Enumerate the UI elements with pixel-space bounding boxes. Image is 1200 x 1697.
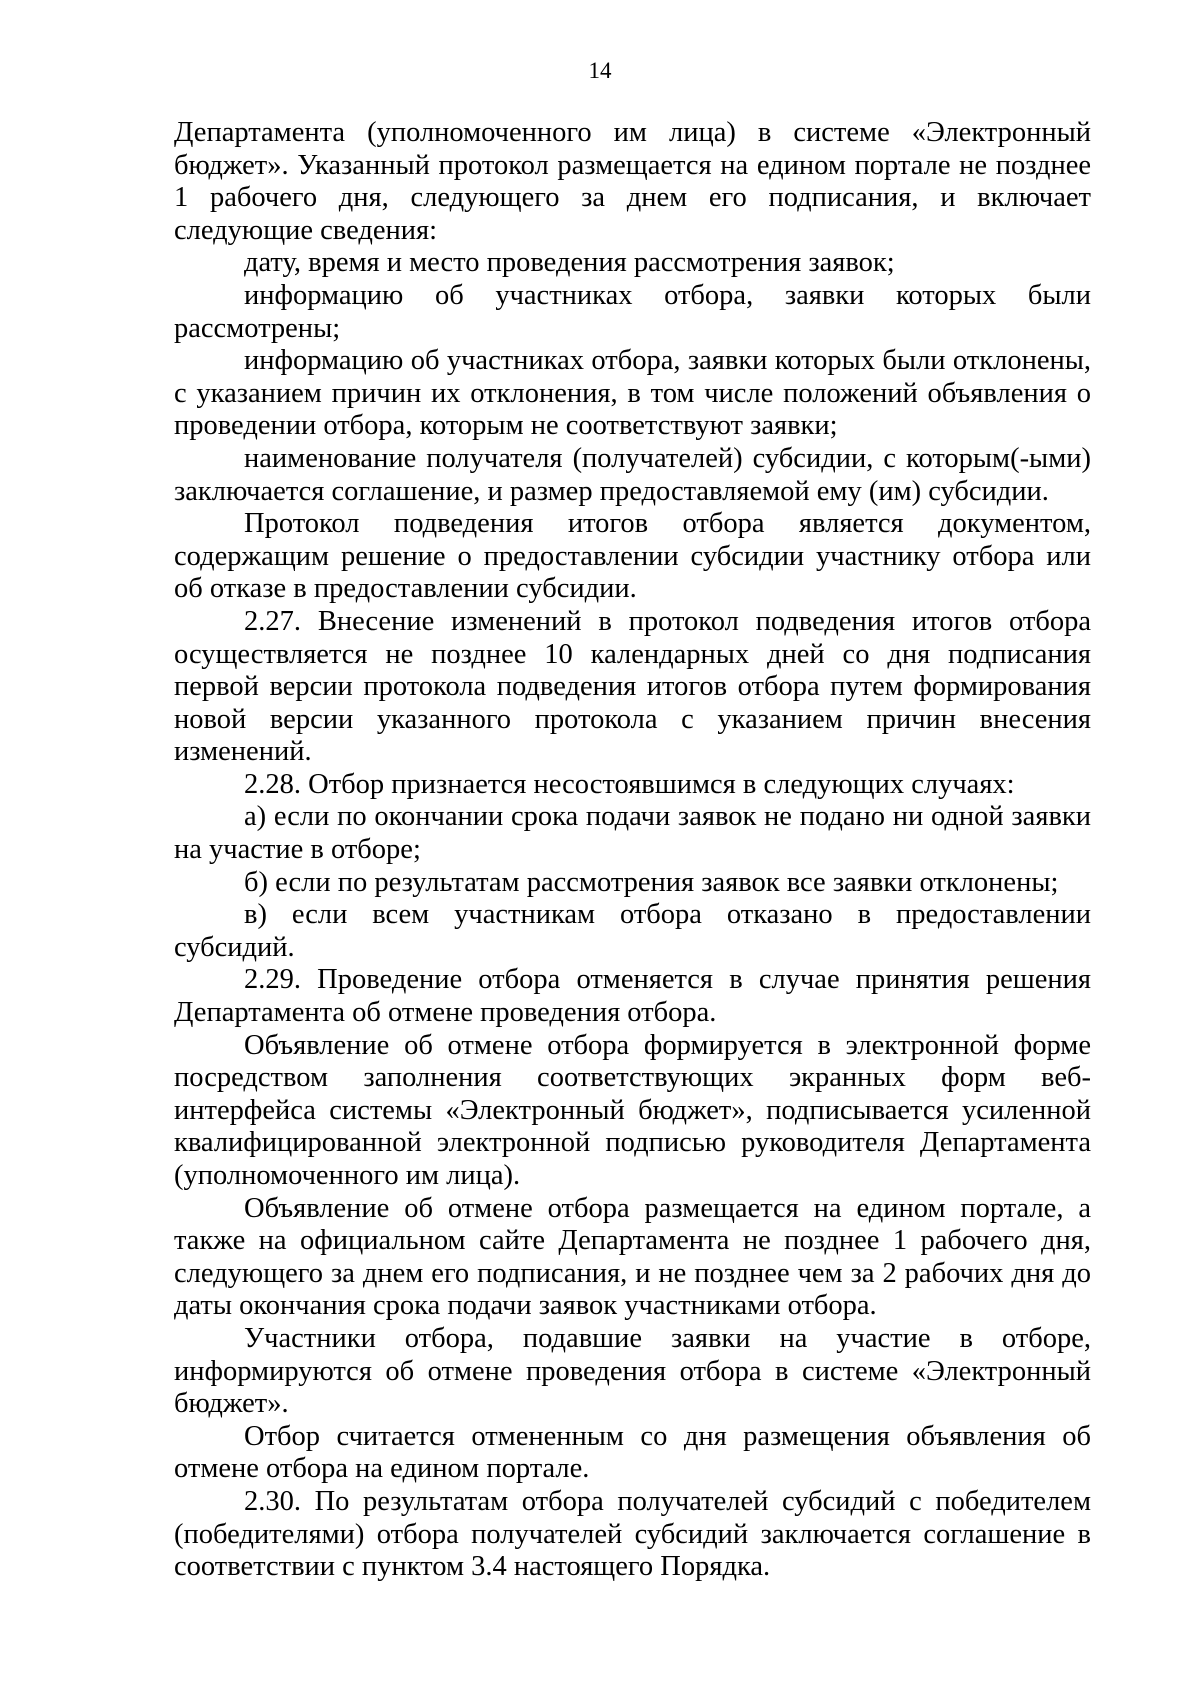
paragraph-2-28-v: в) если всем участникам отбора отказано в предоставлении субсидий.	[174, 899, 1091, 963]
paragraph-cancel-form: Объявление об отмене отбора формируется в электронной форме посредством заполнения соответствующих экранных форм веб-интерфейса системы «Электронный бюджет», подписывается усиленной квалифицированной электронной подписью руководителя Департамента (уполномоченного им лица).	[174, 1029, 1091, 1191]
paragraph-list-item-date: дату, время и место проведения рассмотрения заявок;	[244, 247, 895, 279]
paragraph-2-30: 2.30. По результатам отбора получателей субсидий с победителем (победителями) отбора получателей субсидий заключается соглашение в соответствии с пунктом 3.4 настоящего Порядка.	[174, 1485, 1091, 1583]
paragraph-participants-informed: Участники отбора, подавшие заявки на участие в отборе, информируются об отмене проведения отбора в системе «Электронный бюджет».	[174, 1322, 1091, 1420]
paragraph-2-29: 2.29. Проведение отбора отменяется в случае принятия решения Департамента об отмене проведения отбора.	[174, 964, 1091, 1029]
page-number: 14	[588, 58, 612, 83]
paragraph-protocol: Протокол подведения итогов отбора является документом, содержащим решение о предоставлении субсидии участнику отбора или об отказе в предоставлении субсидии.	[174, 508, 1091, 605]
paragraph-cancel-publish: Объявление об отмене отбора размещается на едином портале, а также на официальном сайте Департамента не позднее 1 рабочего дня, следующего за днем его подписания, и не позднее чем за 2 рабочих дня до даты окончания срока подачи заявок участниками отбора.	[174, 1192, 1091, 1322]
paragraph-list-item-recipient: наименование получателя (получателей) субсидии, с которым(-ыми) заключается соглашение, и размер предоставляемой ему (им) субсидии.	[174, 442, 1091, 507]
paragraph-list-item-rejected: информацию об участниках отбора, заявки которых были отклонены, с указанием причин их отклонения, в том числе положений объявления о проведении отбора, которым не соответствуют заявки;	[174, 345, 1091, 442]
paragraph-cancel-date: Отбор считается отмененным со дня размещения объявления об отмене отбора на едином портале.	[174, 1420, 1091, 1485]
paragraph-2-28: 2.28. Отбор признается несостоявшимся в следующих случаях:	[244, 768, 1015, 800]
paragraph-continuation: Департамента (уполномоченного им лица) в системе «Электронный бюджет». Указанный протокол размещается на едином портале не позднее 1 рабочего дня, следующего за днем его подписания, и включает следующие сведения:	[174, 117, 1091, 246]
paragraph-2-27: 2.27. Внесение изменений в протокол подведения итогов отбора осуществляется не позднее 10 календарных дней со дня подписания первой версии протокола подведения итогов отбора путем формирования новой версии указанного протокола с указанием причин внесения изменений.	[174, 605, 1091, 768]
paragraph-2-28-b: б) если по результатам рассмотрения заявок все заявки отклонены;	[244, 866, 1059, 898]
paragraph-list-item-reviewed: информацию об участниках отбора, заявки которых были рассмотрены;	[174, 279, 1091, 344]
document-body	[174, 117, 1091, 1584]
paragraph-2-28-a: а) если по окончании срока подачи заявок не подано ни одной заявки на участие в отборе;	[174, 801, 1091, 866]
